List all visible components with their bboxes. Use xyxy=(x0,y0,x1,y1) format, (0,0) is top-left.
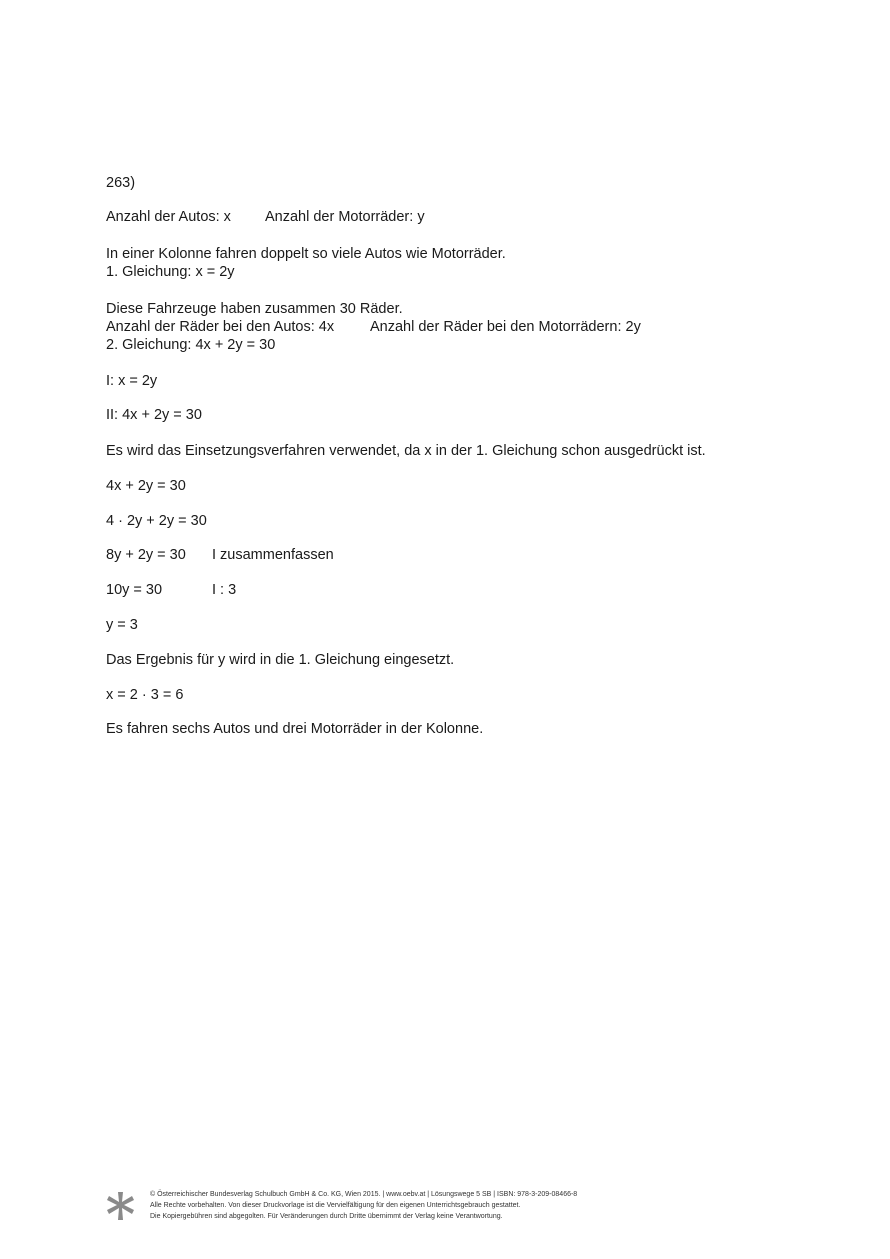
step-4: 10y = 30 xyxy=(106,582,163,598)
publisher-logo-icon xyxy=(104,1190,136,1222)
substitute-text: Das Ergebnis für y wird in die 1. Gleichung eingesetzt. xyxy=(106,652,455,668)
step-5: y = 3 xyxy=(106,617,138,633)
step-4-note: I : 3 xyxy=(212,582,237,598)
wheels-autos: Anzahl der Räder bei den Autos: 4x xyxy=(106,319,335,335)
footer-copyright: © Österreichischer Bundesverlag Schulbuch GmbH & Co. KG, Wien 2015. | www.oebv.at | Lösungswege 5 SB | ISBN: 978-3-209-08466-8 xyxy=(150,1191,578,1198)
footer-disclaimer: Die Kopiergebühren sind abgegolten. Für Veränderungen durch Dritte übernimmt der Verlag keine Verantwortung. xyxy=(150,1213,503,1220)
equation-1: 1. Gleichung: x = 2y xyxy=(106,264,235,280)
x-result: x = 2 · 3 = 6 xyxy=(106,687,184,703)
statement-line: Diese Fahrzeuge haben zusammen 30 Räder. xyxy=(106,301,403,317)
footer-rights: Alle Rechte vorbehalten. Von dieser Druckvorlage ist die Vervielfältigung für den eigenen Unterrichtsgebrauch gestattet. xyxy=(150,1202,521,1209)
equation-2: 2. Gleichung: 4x + 2y = 30 xyxy=(106,337,276,353)
equation-II: II: 4x + 2y = 30 xyxy=(106,407,202,423)
equation-I: I: x = 2y xyxy=(106,373,158,389)
wheels-motorraeder: Anzahl der Räder bei den Motorrädern: 2y xyxy=(370,319,641,335)
step-3-note: I zusammenfassen xyxy=(212,547,334,563)
answer-text: Es fahren sechs Autos und drei Motorräder in der Kolonne. xyxy=(106,721,484,737)
step-1: 4x + 2y = 30 xyxy=(106,478,186,494)
method-text: Es wird das Einsetzungsverfahren verwendet, da x in der 1. Gleichung schon ausgedrückt ist. xyxy=(106,443,706,459)
variable-motorraeder: Anzahl der Motorräder: y xyxy=(265,209,425,225)
statement-line: In einer Kolonne fahren doppelt so viele Autos wie Motorräder. xyxy=(106,246,506,262)
problem-number: 263) xyxy=(106,175,136,191)
variable-autos: Anzahl der Autos: x xyxy=(106,209,231,225)
step-3: 8y + 2y = 30 xyxy=(106,547,186,563)
step-2: 4 · 2y + 2y = 30 xyxy=(106,513,207,529)
